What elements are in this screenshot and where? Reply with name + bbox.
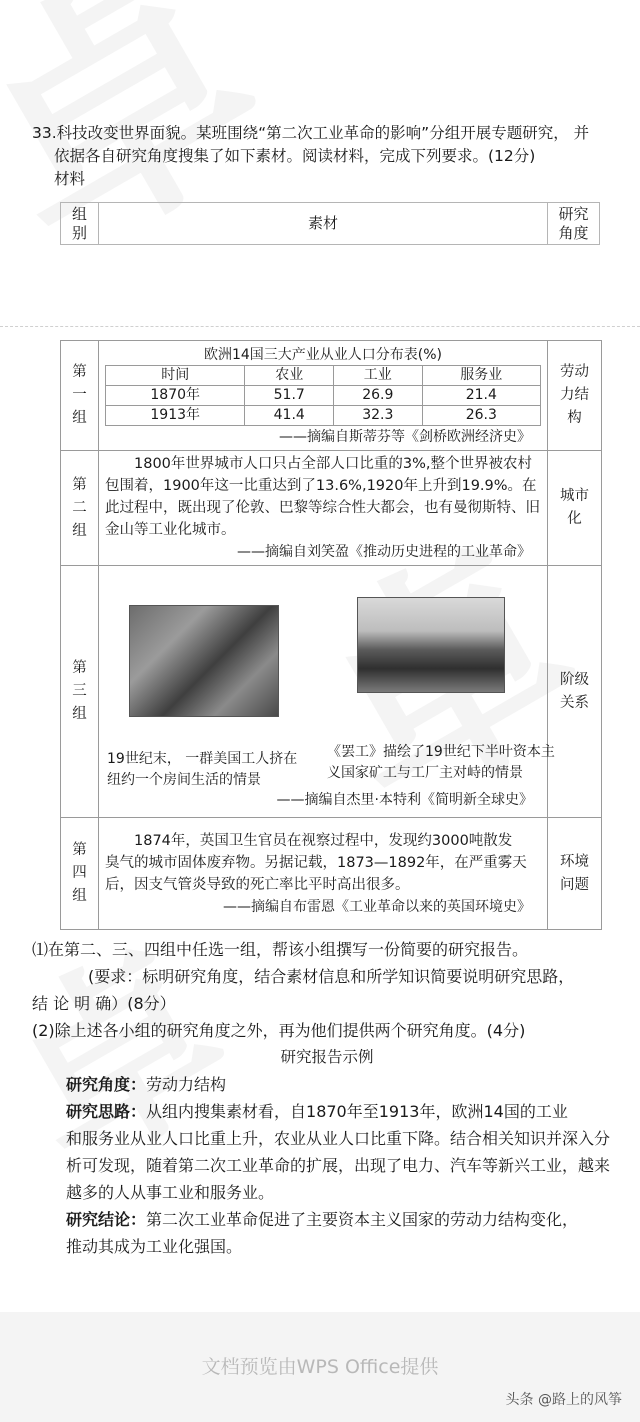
requirement-text: (要求：标明研究角度，结合素材信息和所学知识简要说明研究思路， [88,967,575,986]
research-angle: 阶级 关系 [548,566,602,818]
column-header: 农业 [245,366,334,386]
wps-preview-text: 文档预览由WPS Office提供 [201,1356,439,1378]
sub-question-1: ⑴在第二、三、四组中任选一组，帮该小组撰写一份简要的研究报告。 [32,940,529,959]
photo-caption: 19世纪末， 一群美国工人挤在纽约一个房间生活的情景 [107,751,298,788]
material-header: 素材 [99,203,548,245]
group-material [99,566,555,818]
table-cell: 51.7 [245,386,334,406]
header-table [60,202,600,245]
group-row-2 [61,451,602,566]
photo-caption: 《罢工》描绘了19世纪下半叶资本主义国家矿工与工厂主对峙的情景 [327,744,555,781]
author-badge: 头条 @路上的风筝 [505,1392,622,1408]
population-table [105,365,541,426]
data-table-title: 欧洲14国三大产业从业人口分布表(%) [203,347,443,363]
group-label: 第 二 组 [61,451,99,566]
research-angle: 环境 问题 [548,818,602,930]
column-header: 工业 [334,366,423,386]
group-label: 第 一 组 [61,341,99,451]
workers-room-photo [129,605,279,717]
research-angle: 城市 化 [548,451,602,566]
table-cell: 26.9 [334,386,423,406]
example-angle [32,1071,622,1098]
value: 从组内搜集素材看，自1870年至1913年，欧洲14国的工业 [146,1102,568,1121]
question-stem [32,122,622,191]
group-material [99,818,548,930]
group-material [99,451,548,566]
group-label: 第 三 组 [61,566,99,818]
group-row-4 [61,818,602,930]
example-idea-cont: 和服务业从业人口比重上升，农业从业人口比重下降。结合相关知识并深入分析可发现，随着第二次工业革命的扩展，出现了电力、汽车等新兴工业，越来越多的人从事工业和服务业。 [66,1129,611,1202]
example-conclusion [32,1206,622,1233]
example-idea [32,1098,622,1125]
table-row [106,406,541,426]
value: 第二次工业革命促进了主要资本主义国家的劳动力结构变化， [146,1210,579,1229]
sub-question-2: (2)除上述各小组的研究角度之外，再为他们提供两个研究角度。(4分) [32,1021,526,1040]
material-text: 1874年，英国卫生官员在视察过程中，发现约3000吨散发 [134,832,513,849]
question-line: 33.科技改变世界面貌。某班围绕“第二次工业革命的影响”分组开展专题研究， 并 [32,124,590,142]
table-cell: 1913年 [106,406,245,426]
label: 研究思路： [66,1102,147,1121]
column-header: 时间 [106,366,245,386]
table-cell: 1870年 [106,386,245,406]
citation: ——摘编自布雷恩《工业革命以来的英国环境史》 [223,898,531,915]
question-line: 材料 [54,170,86,188]
research-angle: 劳动 力结 构 [548,341,602,451]
material-text: 1800年世界城市人口只占全部人口比重的3%,整个世界被农村包围着，1900年这一比重达到了13.6%,1920年上升到19.9%。在此过程中，既出现了伦敦、巴黎等综合性大都会，也有曼彻斯特、旧金山等工业化城市。 [105,456,540,538]
table-cell: 32.3 [334,406,423,426]
example-conclusion-cont: 推动其成为工业化强国。 [66,1237,243,1256]
table-cell: 21.4 [422,386,540,406]
materials-table [60,340,602,930]
table-header-row [106,366,541,386]
question-line: 依据各自研究角度搜集了如下素材。阅读材料，完成下列要求。(12分) [54,147,536,165]
photo-area [99,569,555,814]
group-header: 组 别 [61,203,99,245]
column-header: 服务业 [422,366,540,386]
page-break-line [0,326,640,327]
table-cell: 26.3 [422,406,540,426]
value: 劳动力结构 [146,1075,227,1094]
citation: ——摘编自刘笑盈《推动历史进程的工业革命》 [237,544,531,560]
group-row-1 [61,341,602,451]
strike-painting-photo [357,597,505,693]
label: 研究角度： [66,1075,147,1094]
group-material [99,341,548,451]
group-label: 第 四 组 [61,818,99,930]
angle-header: 研究 角度 [548,203,600,245]
group-row-3 [61,566,602,818]
table-cell: 41.4 [245,406,334,426]
label: 研究结论： [66,1210,147,1229]
material-text: 臭气的城市固体废弃物。另据记载，1873—1892年，在严重雾天后，因支气管炎导致的死亡率比平时高出很多。 [105,854,527,893]
citation: ——摘编自斯蒂芬等《剑桥欧洲经济史》 [279,429,531,445]
questions-and-example [32,936,622,1260]
requirement-text: 结 论 明 确）(8分） [32,994,176,1013]
table-row [106,386,541,406]
example-title: 研究报告示例 [280,1048,374,1066]
citation: ——摘编自杰里·本特利《简明新全球史》 [276,792,533,808]
